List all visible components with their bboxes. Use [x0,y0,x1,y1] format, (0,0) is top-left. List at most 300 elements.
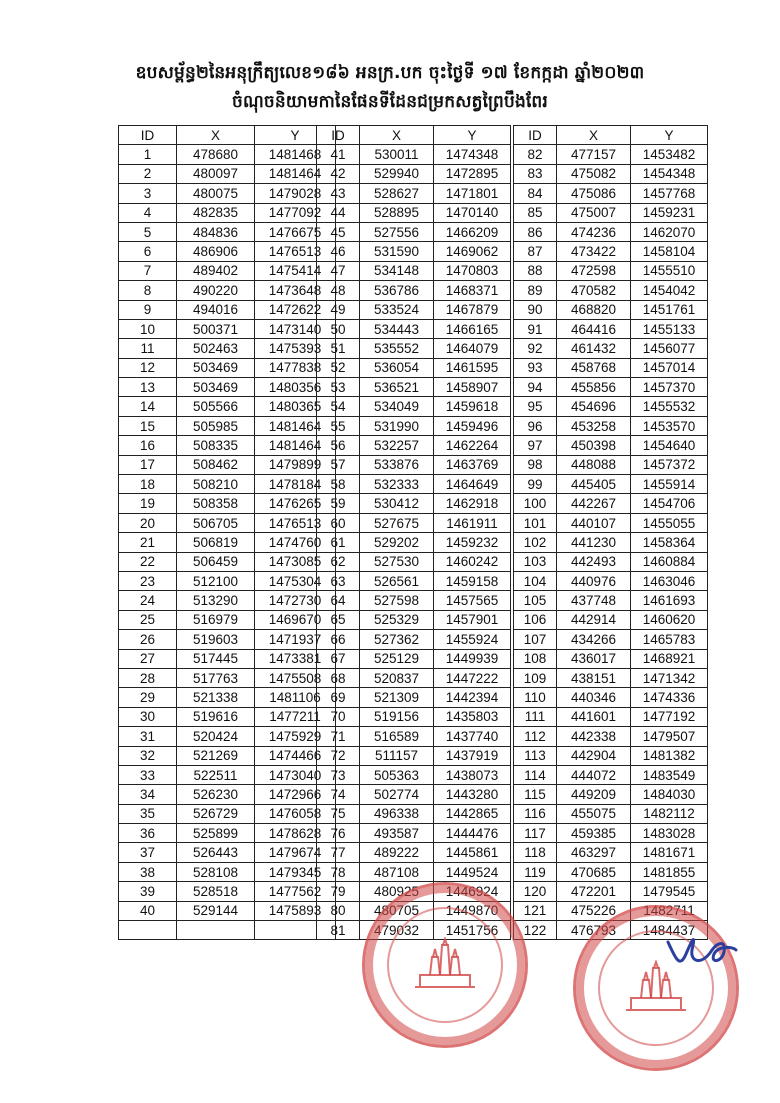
cell-id: 93 [514,358,557,377]
cell-id: 81 [317,921,360,940]
table-row [119,707,336,726]
table-row [514,746,708,765]
cell-id: 30 [119,707,177,726]
cell-id: 89 [514,281,557,300]
cell-x: 486906 [177,242,255,261]
cell-x: 487108 [360,862,434,881]
cell-y: 1461693 [631,591,708,610]
cell-x: 525329 [360,610,434,629]
cell-x: 508462 [177,455,255,474]
cell-x: 534148 [360,261,434,280]
cell-x: 506459 [177,552,255,571]
cell-x: 506819 [177,533,255,552]
table-header-row [514,126,708,145]
cell-id: 102 [514,533,557,552]
cell-y: 1454348 [631,164,708,183]
cell-id: 73 [317,765,360,784]
cell-x: 516589 [360,727,434,746]
cell-x: 472598 [557,261,631,280]
table-row [514,571,708,590]
cell-y: 1455133 [631,319,708,338]
cell-id: 68 [317,668,360,687]
cell-x: 470582 [557,281,631,300]
cell-y: 1461595 [434,358,511,377]
cell-id: 18 [119,475,177,494]
table-row [514,785,708,804]
cell-y: 1444476 [434,824,511,843]
cell-y: 1472966 [255,785,336,804]
cell-y: 1469670 [255,610,336,629]
cell-y: 1459618 [434,397,511,416]
cell-y: 1471937 [255,630,336,649]
cell-x: 527530 [360,552,434,571]
cell-y: 1479507 [631,727,708,746]
cell-x: 493587 [360,824,434,843]
table-row [514,591,708,610]
cell-id: 109 [514,668,557,687]
table-row [119,610,336,629]
cell-y: 1477192 [631,707,708,726]
cell-x: 479032 [360,921,434,940]
cell-id: 8 [119,281,177,300]
cell-x: 442267 [557,494,631,513]
cell-id: 42 [317,164,360,183]
table-row [514,727,708,746]
cell-x: 442904 [557,746,631,765]
cell-id: 34 [119,785,177,804]
cell-id: 2 [119,164,177,183]
cell-y: 1472730 [255,591,336,610]
cell-id: 74 [317,785,360,804]
table-row [119,746,336,765]
table-row [119,494,336,513]
cell-x: 440346 [557,688,631,707]
cell-id: 32 [119,746,177,765]
cell-id: 122 [514,921,557,940]
cell-id: 56 [317,436,360,455]
cell-id: 88 [514,261,557,280]
cell-x: 525129 [360,649,434,668]
cell-y: 1462264 [434,436,511,455]
table-row [514,533,708,552]
table-row [317,300,511,319]
cell-id: 90 [514,300,557,319]
cell-id: 20 [119,513,177,532]
cell-y: 1479674 [255,843,336,862]
cell-x: 463297 [557,843,631,862]
cell-x: 480097 [177,164,255,183]
cell-id: 43 [317,184,360,203]
table-row [119,145,336,164]
cell-y: 1461911 [434,513,511,532]
cell-x: 442338 [557,727,631,746]
table-row [119,785,336,804]
cell-x: 505363 [360,765,434,784]
cell-y: 1465783 [631,630,708,649]
cell-x: 519156 [360,707,434,726]
cell-x: 484836 [177,222,255,241]
cell-id: 19 [119,494,177,513]
cell-y: 1473040 [255,765,336,784]
cell-y: 1479345 [255,862,336,881]
cell-id: 77 [317,843,360,862]
table-row [317,513,511,532]
cell-id: 47 [317,261,360,280]
cell-x: 525899 [177,824,255,843]
cell-x: 521269 [177,746,255,765]
cell-y: 1477092 [255,203,336,222]
table-row [514,513,708,532]
cell-y: 1456077 [631,339,708,358]
table-row [514,610,708,629]
column-header-y: Y [434,126,511,145]
table-row [119,242,336,261]
cell-x: 442493 [557,552,631,571]
cell-y: 1455924 [434,630,511,649]
cell-x: 506705 [177,513,255,532]
table-row [514,552,708,571]
cell-id: 39 [119,882,177,901]
table-row [317,475,511,494]
cell-x: 517763 [177,668,255,687]
cell-x: 489222 [360,843,434,862]
cell-y: 1481106 [255,688,336,707]
cell-id: 60 [317,513,360,532]
table-header-row [317,126,511,145]
cell-y: 1445861 [434,843,511,862]
cell-y: 1458907 [434,378,511,397]
cell-x: 534049 [360,397,434,416]
cell-id: 64 [317,591,360,610]
cell-y: 1457565 [434,591,511,610]
cell-y: 1451756 [434,921,511,940]
cell-id: 58 [317,475,360,494]
cell-id: 14 [119,397,177,416]
cell-x: 464416 [557,319,631,338]
table-row [119,862,336,881]
cell-id: 121 [514,901,557,920]
cell-x: 527598 [360,591,434,610]
column-header-y: Y [631,126,708,145]
cell-id: 41 [317,145,360,164]
cell-id: 29 [119,688,177,707]
cell-x: 470685 [557,862,631,881]
table-row [119,591,336,610]
table-row [317,455,511,474]
cell-y: 1435803 [434,707,511,726]
cell-y: 1475414 [255,261,336,280]
cell-x: 473422 [557,242,631,261]
cell-y: 1477838 [255,358,336,377]
cell-id: 116 [514,804,557,823]
cell-x: 517445 [177,649,255,668]
cell-y: 1453482 [631,145,708,164]
cell-x: 459385 [557,824,631,843]
cell-id: 26 [119,630,177,649]
table-row [514,882,708,901]
cell-id: 82 [514,145,557,164]
cell-id: 94 [514,378,557,397]
coordinates-table-2 [316,125,511,940]
table-row [119,164,336,183]
cell-id: 49 [317,300,360,319]
cell-x: 526230 [177,785,255,804]
cell-x: 516979 [177,610,255,629]
cell-x: 519603 [177,630,255,649]
cell-x: 520424 [177,727,255,746]
cell-x: 477157 [557,145,631,164]
table-row [317,358,511,377]
cell-id: 120 [514,882,557,901]
table-row [119,513,336,532]
cell-id: 100 [514,494,557,513]
cell-id: 53 [317,378,360,397]
cell-y: 1474466 [255,746,336,765]
cell-y: 1462070 [631,222,708,241]
column-header-x: X [557,126,631,145]
cell-y: 1480356 [255,378,336,397]
cell-x: 529144 [177,901,255,920]
cell-id: 96 [514,416,557,435]
cell-id: 97 [514,436,557,455]
cell-id: 48 [317,281,360,300]
cell-id: 35 [119,804,177,823]
table-row [317,591,511,610]
table-row [317,727,511,746]
table-row [514,203,708,222]
cell-id: 112 [514,727,557,746]
cell-y: 1468921 [631,649,708,668]
cell-y: 1462918 [434,494,511,513]
coordinates-table-3 [513,125,708,940]
cell-y: 1479028 [255,184,336,203]
table-row [317,630,511,649]
table-row [514,649,708,668]
cell-id: 119 [514,862,557,881]
table-row [317,804,511,823]
cell-id: 104 [514,571,557,590]
cell-y: 1474336 [631,688,708,707]
table-row [317,862,511,881]
cell-x: 503469 [177,378,255,397]
cell-x: 528518 [177,882,255,901]
cell-id: 57 [317,455,360,474]
cell-y: 1464649 [434,475,511,494]
cell-x: 440976 [557,571,631,590]
cell-y: 1475508 [255,668,336,687]
cell-id: 24 [119,591,177,610]
cell-x: 478680 [177,145,255,164]
table-row [317,688,511,707]
cell-y: 1481671 [631,843,708,862]
cell-x: 533876 [360,455,434,474]
cell-id: 11 [119,339,177,358]
table-row [119,339,336,358]
cell-x: 475082 [557,164,631,183]
cell-y: 1457372 [631,455,708,474]
cell-x: 521309 [360,688,434,707]
cell-id: 111 [514,707,557,726]
cell-y: 1472895 [434,164,511,183]
cell-y: 1476513 [255,513,336,532]
cell-x: 532257 [360,436,434,455]
cell-y: 1453570 [631,416,708,435]
cell-id: 3 [119,184,177,203]
cell-y: 1454706 [631,494,708,513]
cell-y: 1470140 [434,203,511,222]
table-row [317,668,511,687]
table-row [317,184,511,203]
cell-y: 1466165 [434,319,511,338]
cell-x: 528895 [360,203,434,222]
table-row [514,843,708,862]
column-header-x: X [360,126,434,145]
cell-y: 1476675 [255,222,336,241]
cell-id: 50 [317,319,360,338]
cell-id: 55 [317,416,360,435]
cell-x: 527556 [360,222,434,241]
table-row [119,688,336,707]
cell-x: 512100 [177,571,255,590]
cell-id: 1 [119,145,177,164]
cell-id: 21 [119,533,177,552]
table-row [119,921,336,940]
cell-id: 86 [514,222,557,241]
table-row [514,416,708,435]
cell-id: 13 [119,378,177,397]
cell-x: 531590 [360,242,434,261]
table-row [514,765,708,784]
cell-id: 10 [119,319,177,338]
cell-y: 1466209 [434,222,511,241]
cell-id: 101 [514,513,557,532]
cell-x: 434266 [557,630,631,649]
cell-y: 1467879 [434,300,511,319]
cell-x: 441230 [557,533,631,552]
cell-y: 1449939 [434,649,511,668]
cell-x: 519616 [177,707,255,726]
cell-x: 450398 [557,436,631,455]
cell-y: 1477211 [255,707,336,726]
official-seal-stamp [362,882,528,1048]
cell-y: 1483028 [631,824,708,843]
cell-y: 1481464 [255,436,336,455]
cell-id: 59 [317,494,360,513]
table-row [317,843,511,862]
table-row [317,785,511,804]
cell-y: 1446924 [434,882,511,901]
cell-id: 113 [514,746,557,765]
cell-x: 505566 [177,397,255,416]
cell-y: 1463046 [631,571,708,590]
cell-x: 536786 [360,281,434,300]
cell-x: 489402 [177,261,255,280]
cell-x: 536521 [360,378,434,397]
cell-x: 527362 [360,630,434,649]
cell-id: 9 [119,300,177,319]
cell-x: 475086 [557,184,631,203]
cell-x: 494016 [177,300,255,319]
cell-id: 52 [317,358,360,377]
cell-y: 1484437 [631,921,708,940]
cell-x: 448088 [557,455,631,474]
cell-x: 531990 [360,416,434,435]
cell-x: 480705 [360,901,434,920]
cell-x: 522511 [177,765,255,784]
table-row [119,184,336,203]
cell-y: 1457370 [631,378,708,397]
cell-id: 78 [317,862,360,881]
cell-x: 480075 [177,184,255,203]
cell-y: 1476058 [255,804,336,823]
cell-y: 1469062 [434,242,511,261]
cell-y: 1459231 [631,203,708,222]
table-row [119,397,336,416]
table-row [119,901,336,920]
table-row [119,436,336,455]
table-row [119,668,336,687]
cell-x: 535552 [360,339,434,358]
table-row [119,843,336,862]
cell-id: 71 [317,727,360,746]
table-row [514,164,708,183]
cell-id: 105 [514,591,557,610]
cell-id: 65 [317,610,360,629]
cell-y: 1449870 [434,901,511,920]
cell-x: 482835 [177,203,255,222]
table-row [317,222,511,241]
cell-y: 1454640 [631,436,708,455]
table-row [514,145,708,164]
cell-y: 1460620 [631,610,708,629]
table-row [119,804,336,823]
cell-id: 69 [317,688,360,707]
cell-y: 1473140 [255,319,336,338]
cell-x: 503469 [177,358,255,377]
table-row [317,610,511,629]
table-row [317,494,511,513]
cell-y: 1437740 [434,727,511,746]
cell-y: 1473648 [255,281,336,300]
cell-x: 475007 [557,203,631,222]
cell-id: 70 [317,707,360,726]
cell-y: 1477562 [255,882,336,901]
coordinates-table-1 [118,125,336,940]
cell-id: 61 [317,533,360,552]
cell-x: 502463 [177,339,255,358]
table-row [514,397,708,416]
cell-x: 528627 [360,184,434,203]
cell-x: 508358 [177,494,255,513]
table-row [514,455,708,474]
cell-y: 1480365 [255,397,336,416]
cell-y: 1443280 [434,785,511,804]
table-row [119,261,336,280]
cell-id: 79 [317,882,360,901]
table-row [514,668,708,687]
cell-y: 1481855 [631,862,708,881]
cell-x: 455856 [557,378,631,397]
cell-x: 526443 [177,843,255,862]
cell-x: 490220 [177,281,255,300]
cell-y: 1460242 [434,552,511,571]
cell-y: 1481464 [255,164,336,183]
cell-y: 1481464 [255,416,336,435]
cell-y: 1476265 [255,494,336,513]
table-row [514,475,708,494]
table-row [317,397,511,416]
cell-id: 98 [514,455,557,474]
